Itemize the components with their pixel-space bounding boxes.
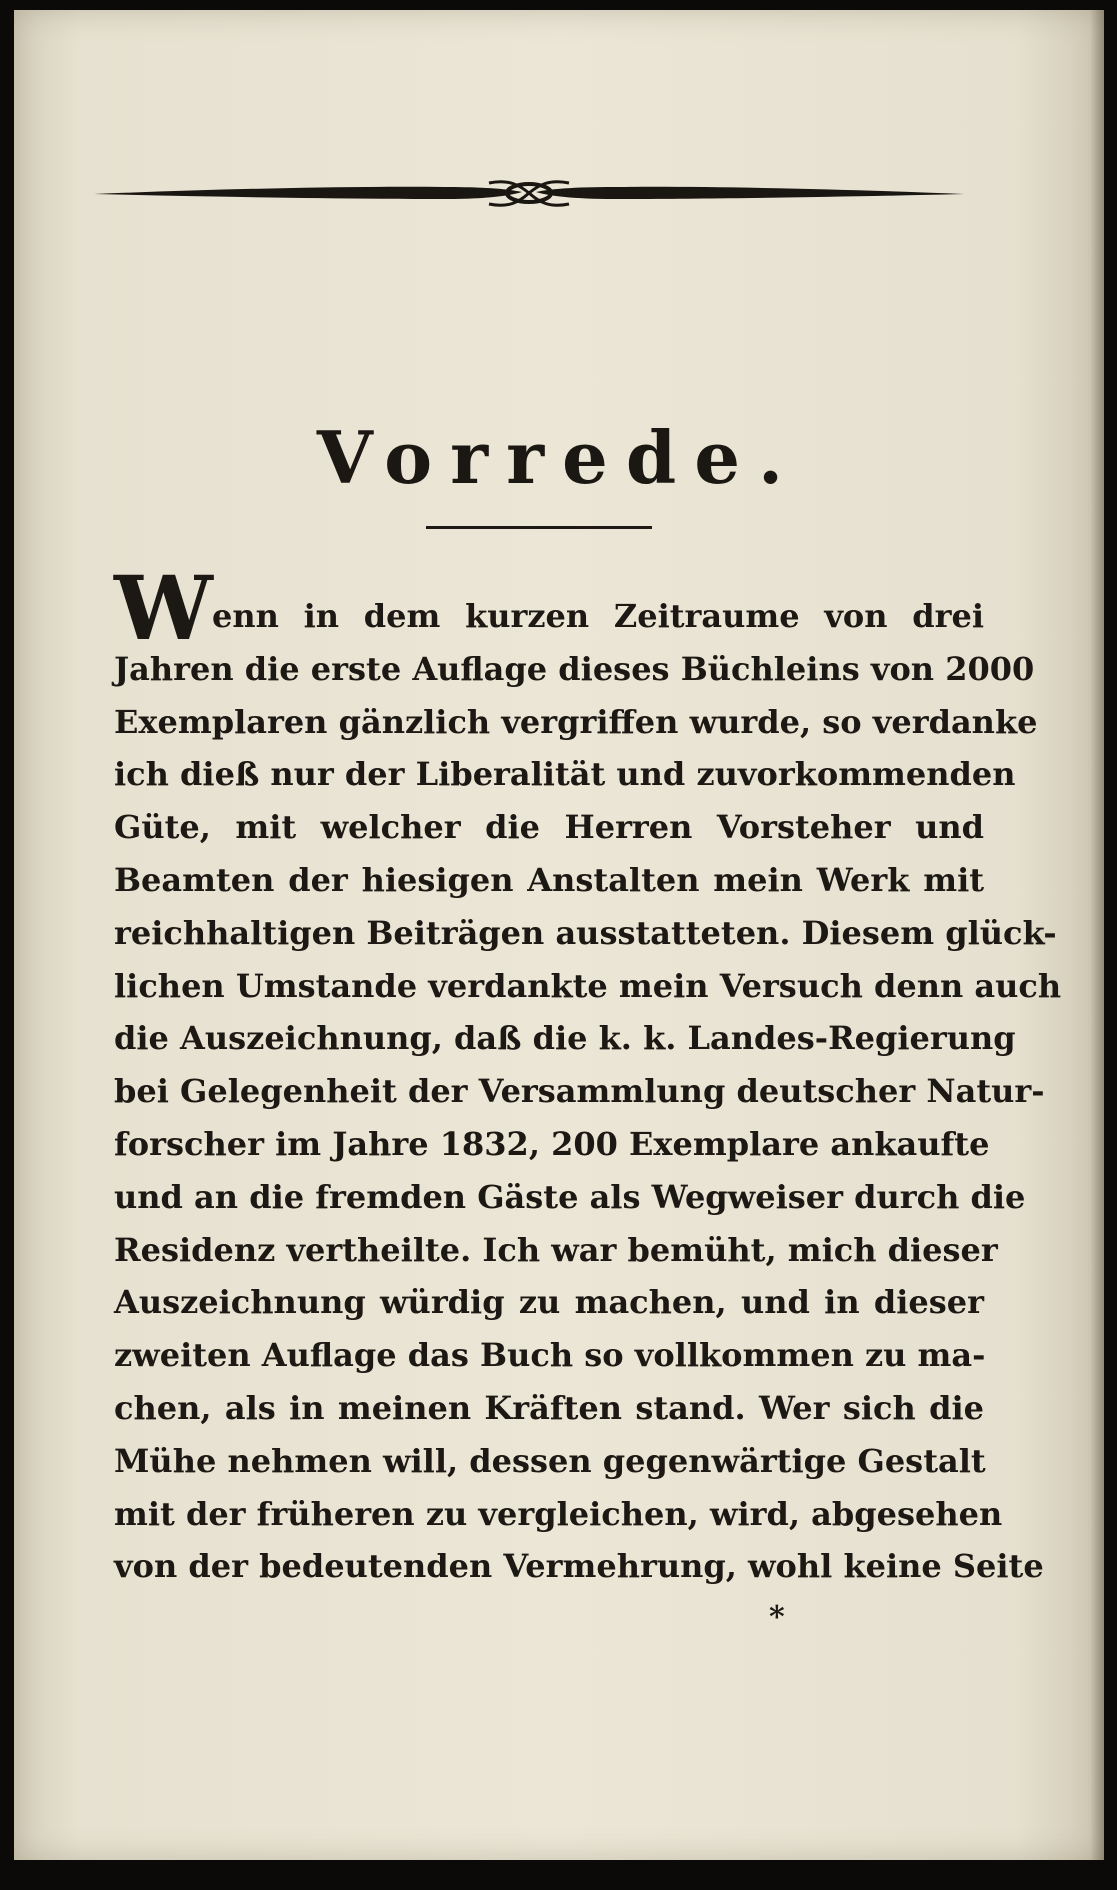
- text-line-13: Residenz vertheilte. Ich war bemüht, mich dieser: [114, 1230, 998, 1269]
- preface-text: [114, 556, 1062, 1593]
- text-line-9: die Auszeichnung, daß die k. k. Landes-Regierung: [114, 1019, 1016, 1058]
- text-line-18: mit der früheren zu vergleichen, wird, abgesehen: [114, 1494, 1003, 1533]
- text-line-15: zweiten Auflage das Buch so vollkommen zu ma-: [114, 1336, 986, 1375]
- text-line-6: Beamten der hiesigen Anstalten mein Werk mit: [114, 860, 984, 899]
- text-line-3: Exemplaren gänzlich vergriffen wurde, so verdanke: [114, 702, 1038, 741]
- page-title: Vorrede.: [316, 415, 802, 500]
- text-line-12: und an die fremden Gäste als Wegweiser durch die: [114, 1177, 1026, 1216]
- title-rule: [426, 526, 652, 529]
- text-line-10: bei Gelegenheit der Versammlung deutscher Natur-: [114, 1072, 1045, 1111]
- book-page: [14, 10, 1104, 1860]
- headpiece-left-sweep: [94, 187, 522, 199]
- text-line-4: ich dieß nur der Liberalität und zuvorkommenden: [114, 755, 1016, 794]
- text-line-5: Güte, mit welcher die Herren Vorsteher und: [114, 808, 984, 847]
- text-line-16: chen, als in meinen Kräften stand. Wer sich die: [114, 1388, 984, 1427]
- text-line-7: reichhaltigen Beiträgen ausstatteten. Diesem glück-: [114, 913, 1057, 952]
- page-edge-shadow: [1090, 10, 1104, 1860]
- text-line-11: forscher im Jahre 1832, 200 Exemplare ankaufte: [114, 1124, 990, 1163]
- text-line-17: Mühe nehmen will, dessen gegenwärtige Gestalt: [114, 1441, 986, 1480]
- text-line-2: Jahren die erste Auflage dieses Büchleins von 2000: [114, 649, 1035, 688]
- headpiece-right-sweep: [536, 187, 964, 199]
- drop-cap: W: [114, 556, 213, 660]
- signature-mark: *: [769, 1600, 785, 1635]
- text-line-19: von der bedeutenden Vermehrung, wohl keine Seite: [114, 1547, 1044, 1586]
- text-line-14: Auszeichnung würdig zu machen, und in dieser: [114, 1283, 984, 1322]
- text-line-1: W enn in dem kurzen Zeitraume von drei: [114, 556, 984, 660]
- text-line-8: lichen Umstande verdankte mein Versuch denn auch: [114, 966, 1062, 1005]
- ornamental-headpiece: [94, 175, 964, 211]
